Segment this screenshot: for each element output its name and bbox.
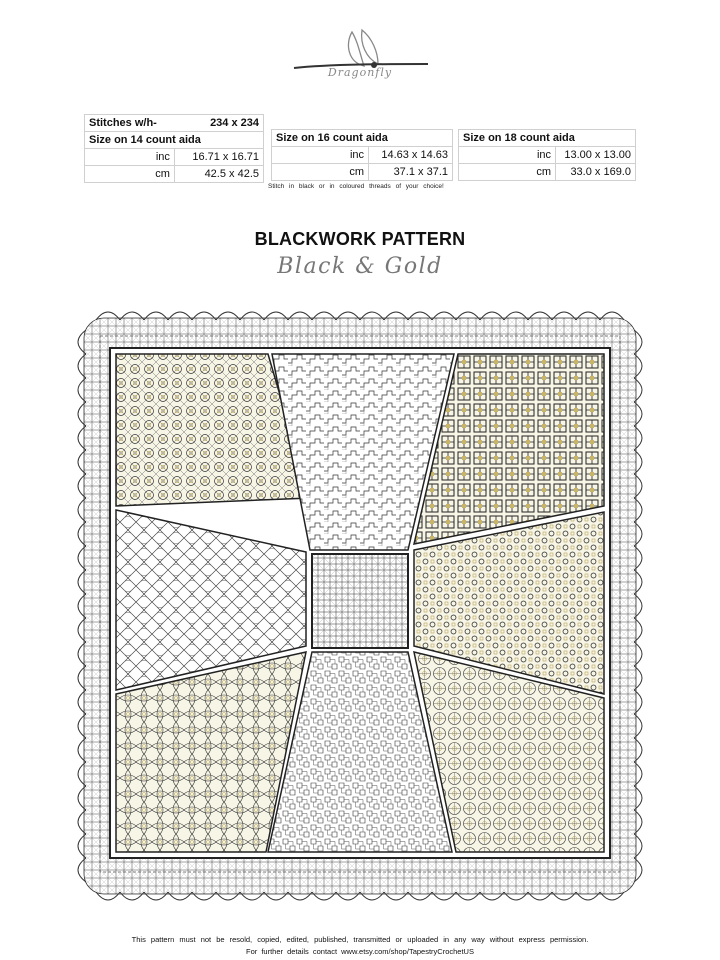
copyright-notice: This pattern must not be resold, copied, edited, published, transmitted or uploaded in any way without express permission. <box>131 935 589 944</box>
page-subtitle: Black & Gold <box>277 254 443 279</box>
aida14-inc-unit: inc <box>85 149 175 166</box>
aida18-cm-value: 33.0 x 169.0 <box>556 164 636 181</box>
aida16-cm-value: 37.1 x 37.1 <box>369 164 453 181</box>
contact-line: For further details contact www.etsy.com/shop/TapestryCrochetUS <box>246 947 474 956</box>
size-table-16 <box>271 129 453 181</box>
aida18-heading: Size on 18 count aida <box>459 130 636 147</box>
size-table-18 <box>458 129 636 181</box>
thread-note: Stitch in black or in coloured threads of your choice! <box>268 183 444 190</box>
size-table-14 <box>84 114 264 183</box>
aida16-inc-value: 14.63 x 14.63 <box>369 147 453 164</box>
stitches-value: 234 x 234 <box>174 115 263 132</box>
dragonfly-logo <box>290 22 430 92</box>
aida18-inc-value: 13.00 x 13.00 <box>556 147 636 164</box>
aida18-inc-unit: inc <box>459 147 556 164</box>
logo-text: Dragonfly <box>327 66 393 79</box>
aida16-cm-unit: cm <box>272 164 369 181</box>
aida16-inc-unit: inc <box>272 147 369 164</box>
aida14-cm-unit: cm <box>85 166 175 183</box>
blackwork-pattern <box>72 306 648 906</box>
panel-center <box>312 554 408 648</box>
page-title: BLACKWORK PATTERN <box>254 229 466 249</box>
stitches-label: Stitches w/h- <box>85 115 175 132</box>
aida18-cm-unit: cm <box>459 164 556 181</box>
aida16-heading: Size on 16 count aida <box>272 130 453 147</box>
aida14-cm-value: 42.5 x 42.5 <box>174 166 263 183</box>
aida14-inc-value: 16.71 x 16.71 <box>174 149 263 166</box>
aida14-heading: Size on 14 count aida <box>85 132 264 149</box>
